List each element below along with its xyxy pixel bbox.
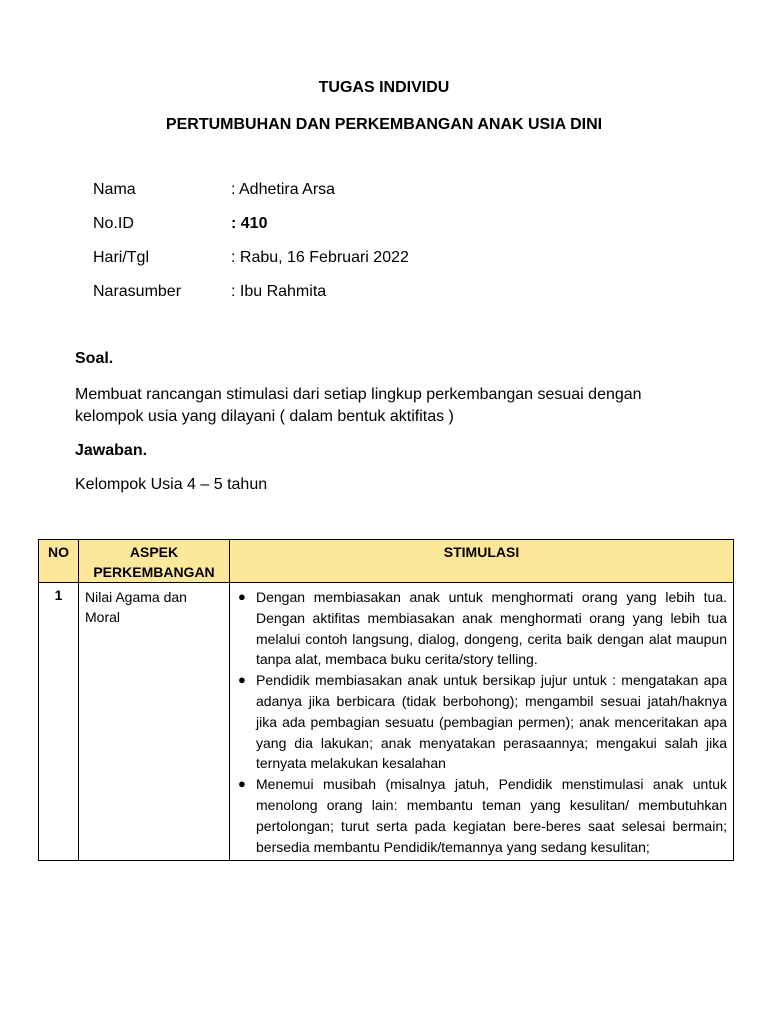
bullet-icon: ● [238,776,246,792]
info-row-id [93,215,409,249]
stimulasi-table [38,539,734,861]
info-value: : Rabu, 16 Februari 2022 [231,249,409,266]
info-label: Narasumber [93,283,182,300]
row-no: 1 [39,583,79,861]
soal-text: Membuat rancangan stimulasi dari setiap lingkup perkembangan sesuai dengan kelompok usia yang dilayani ( dalam bentuk aktifitas ) [75,386,642,425]
table-header-row [39,540,734,583]
list-item-text: Menemui musibah (misalnya jatuh, Pendidik menstimulasi anak untuk menolong orang lain: membantu teman yang kesulitan/ membutuhkan pertolongan; turut serta pada kegiatan bere-beres saat selesai bermain; bersedia membantu Pendidik/temannya yang sedang kesulitan; [256,776,727,855]
header-stimulasi: STIMULASI [230,540,734,583]
info-row-narasumber [93,283,409,317]
list-item [236,774,727,857]
info-row-tanggal [93,249,409,283]
jawaban-heading: Jawaban. [75,442,148,459]
header-aspek: ASPEK PERKEMBANGAN [79,540,230,583]
bullet-icon: ● [238,589,246,604]
kelompok-usia: Kelompok Usia 4 – 5 tahun [75,476,268,493]
list-item [236,587,727,670]
stimulasi-list [236,587,727,857]
info-value: : Ibu Rahmita [231,283,327,300]
list-item [236,670,727,774]
soal-heading: Soal. [75,350,114,367]
info-label: Nama [93,181,136,198]
info-label: Hari/Tgl [93,249,150,266]
row-aspek: Nilai Agama dan Moral [79,583,230,861]
list-item-text: Pendidik membiasakan anak untuk bersikap jujur untuk : mengatakan apa adanya jika berbicara (tidak berbohong); mengambil sesuai jatah/haknya jika ada pembagian sesuatu (pembagian permen); anak menceritakan apa yang dia lakukan; anak menyatakan perasaannya; mengakui salah jika ternyata melakukan kesalahan [256,672,727,772]
info-label: No.ID [93,215,134,232]
bullet-icon: ● [238,672,246,688]
info-block [93,181,409,317]
list-item-text: Dengan membiasakan anak untuk menghormati orang yang lebih tua. Dengan aktifitas membiasakan anak menghormati orang yang lebih tua melalui contoh langsung, dialog, dongeng, cerita baik dengan alat maupun tanpa alat, membaca buku cerita/story telling. [256,589,727,668]
table-row [39,583,734,861]
document-subtitle: PERTUMBUHAN DAN PERKEMBANGAN ANAK USIA DINI [165,116,603,133]
header-no: NO [39,540,79,583]
document-title: TUGAS INDIVIDU [318,79,450,96]
row-stimulasi [230,583,734,861]
info-value: : Adhetira Arsa [231,181,336,198]
info-value: : 410 [231,215,268,232]
info-row-nama [93,181,409,215]
